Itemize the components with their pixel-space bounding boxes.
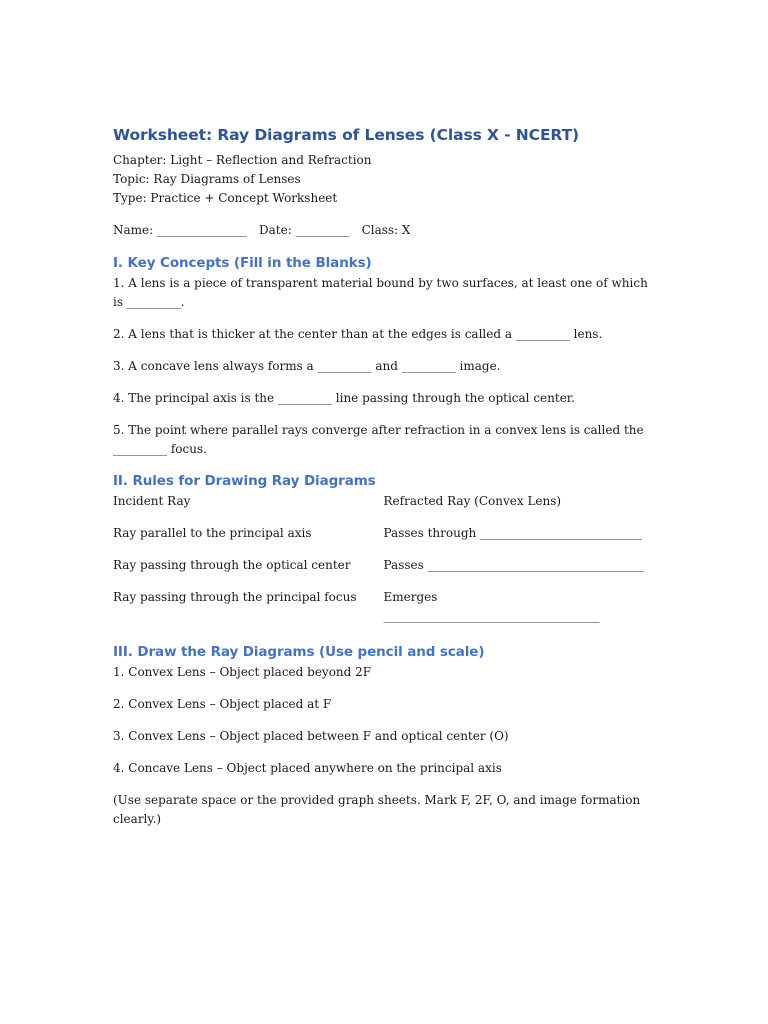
- rules-header-refracted: Refracted Ray (Convex Lens): [383, 494, 562, 508]
- diagram-item-2: 2. Convex Lens – Object placed at F: [113, 697, 332, 711]
- rules-row: [113, 524, 653, 543]
- diagram-note: (Use separate space or the provided graph sheets. Mark F, 2F, O, and image formation clearly.): [113, 793, 641, 826]
- question-5: 5. The point where parallel rays converge after refraction in a convex lens is called the _________ focus.: [113, 423, 644, 456]
- rule-incident: Ray passing through the optical center: [113, 558, 351, 572]
- rules-table: [113, 492, 653, 626]
- rules-row: [113, 588, 653, 626]
- rules-header-row: [113, 492, 653, 511]
- question-3: 3. A concave lens always forms a _________ and _________ image.: [113, 359, 501, 373]
- diagram-item-4: 4. Concave Lens – Object placed anywhere on the principal axis: [113, 761, 502, 775]
- date-field: Date: _________: [259, 223, 350, 237]
- rule-refracted: Passes ____________________________________: [383, 558, 644, 572]
- section-heading-rules: II. Rules for Drawing Ray Diagrams: [113, 473, 376, 489]
- diagram-item-1: 1. Convex Lens – Object placed beyond 2F: [113, 665, 372, 679]
- worksheet-page: [113, 126, 653, 829]
- worksheet-title: Worksheet: Ray Diagrams of Lenses (Class X - NCERT): [113, 126, 580, 144]
- rule-incident: Ray parallel to the principal axis: [113, 526, 312, 540]
- type-line: Type: Practice + Concept Worksheet: [113, 191, 338, 205]
- question-2: 2. A lens that is thicker at the center than at the edges is called a _________ lens.: [113, 327, 603, 341]
- name-field: Name: _______________: [113, 223, 247, 237]
- question-4: 4. The principal axis is the _________ line passing through the optical center.: [113, 391, 576, 405]
- rule-refracted: Emerges ____________________________________: [383, 590, 600, 623]
- section-heading-key-concepts: I. Key Concepts (Fill in the Blanks): [113, 255, 372, 271]
- diagram-item-3: 3. Convex Lens – Object placed between F and optical center (O): [113, 729, 509, 743]
- question-1: 1. A lens is a piece of transparent material bound by two surfaces, at least one of which is _________.: [113, 276, 648, 309]
- rule-incident: Ray passing through the principal focus: [113, 590, 357, 604]
- class-field: Class: X: [361, 223, 411, 237]
- section-heading-draw-diagrams: III. Draw the Ray Diagrams (Use pencil and scale): [113, 644, 485, 660]
- rules-row: [113, 556, 653, 575]
- student-info-row: [113, 221, 653, 240]
- rules-header-incident: Incident Ray: [113, 494, 191, 508]
- chapter-line: Chapter: Light – Reflection and Refraction: [113, 153, 372, 167]
- topic-line: Topic: Ray Diagrams of Lenses: [113, 172, 301, 186]
- rule-refracted: Passes through ___________________________: [383, 526, 643, 540]
